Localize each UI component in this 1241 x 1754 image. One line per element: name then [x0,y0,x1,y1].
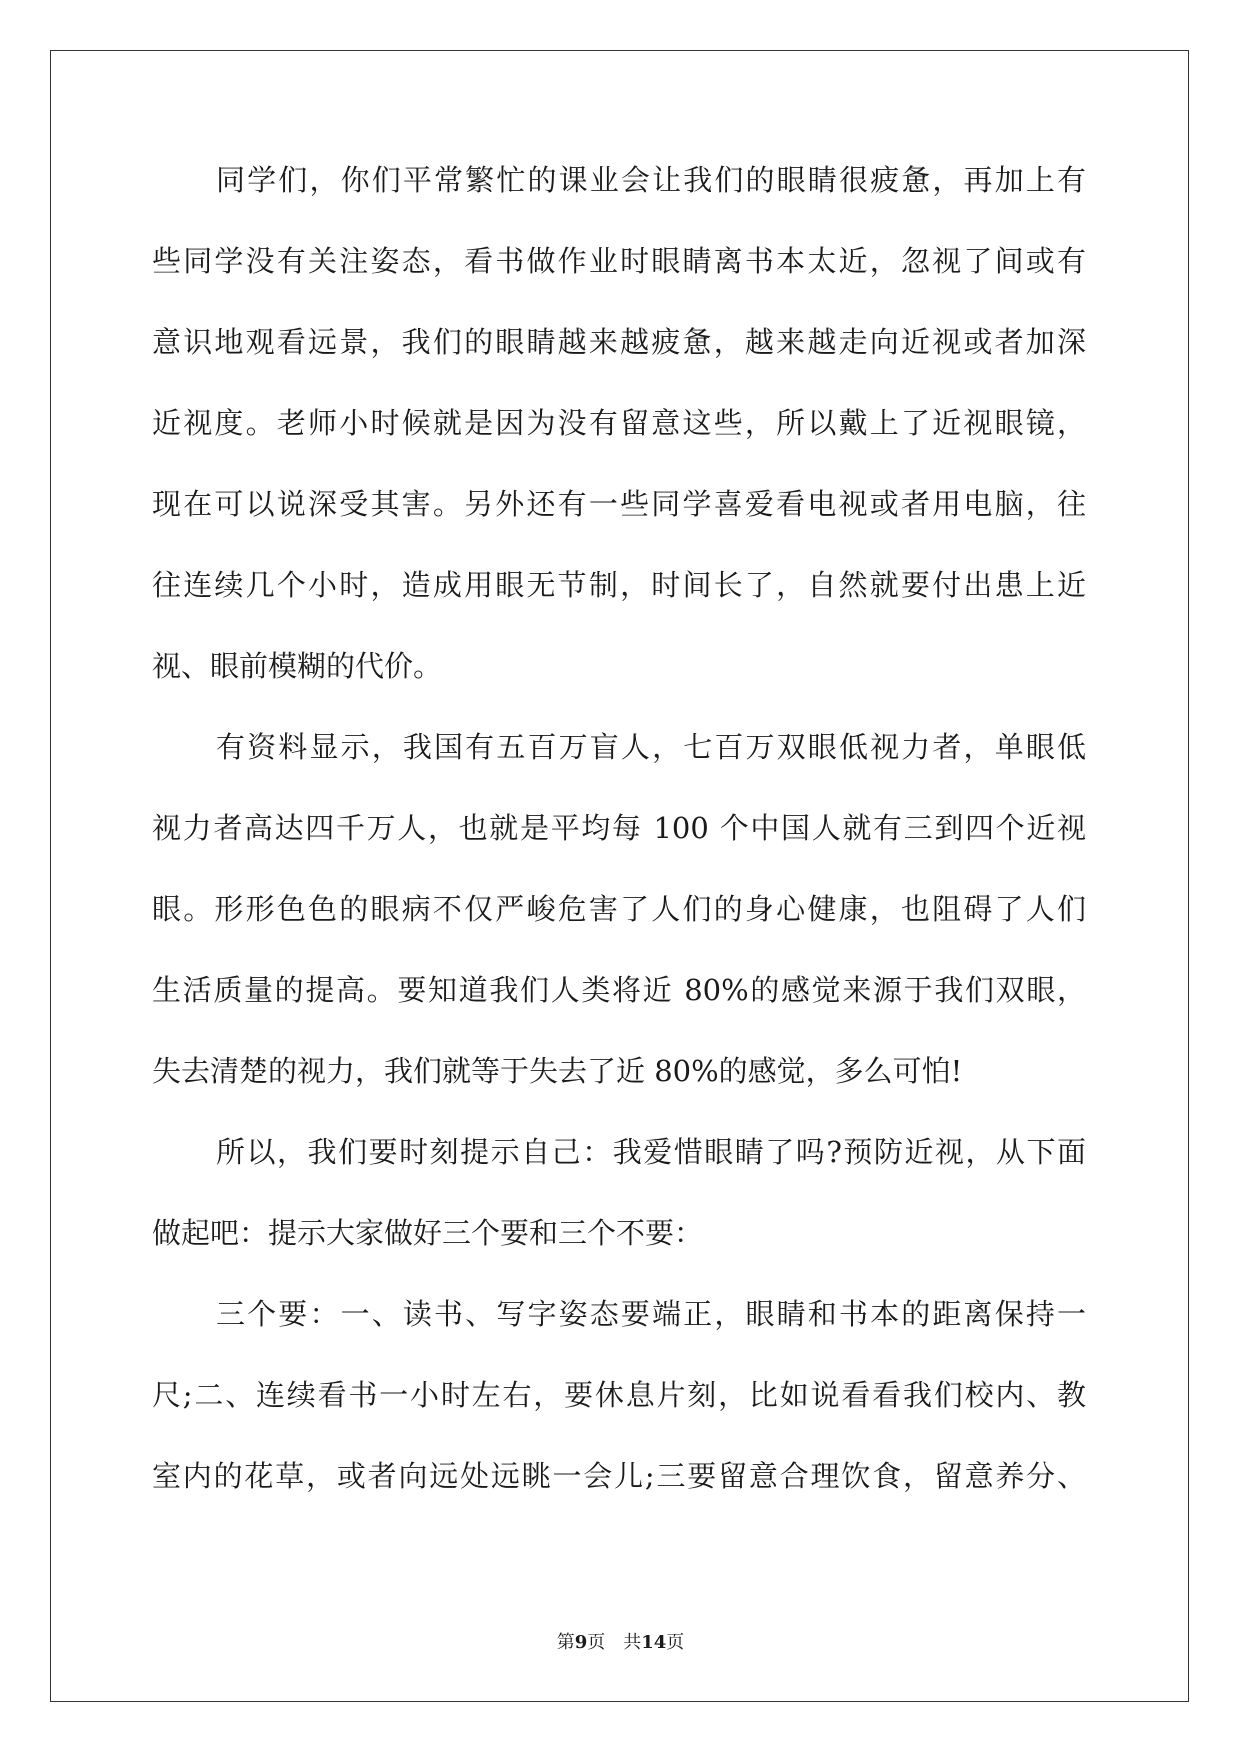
paragraph-2-line-3: 眼。形形色色的眼病不仅严峻危害了人们的身心健康，也阻碍了人们 [152,892,1086,926]
paragraph-3-line-1: 所以，我们要时刻提示自己：我爱惜眼睛了吗?预防近视，从下面 [216,1135,1086,1169]
paragraph-2-line-4: 生活质量的提高。要知道我们人类将近 80%的感觉来源于我们双眼， [152,973,1086,1007]
paragraph-4-line-1: 三个要：一、读书、写字姿态要端正，眼睛和书本的距离保持一 [216,1297,1086,1331]
paragraph-1-line-5: 现在可以说深受其害。另外还有一些同学喜爱看电视或者用电脑，往 [152,487,1086,521]
page-number: 9 [574,1632,588,1653]
paragraph-3-line-2: 做起吧：提示大家做好三个要和三个不要： [152,1216,704,1250]
total-suffix: 页 [666,1632,685,1653]
paragraph-1-line-7: 视、眼前模糊的代价。 [152,649,443,683]
paragraph-1-line-3: 意识地观看远景，我们的眼睛越来越疲惫，越来越走向近视或者加深 [152,325,1086,359]
total-prefix: 共 [623,1632,642,1653]
total-pages: 14 [641,1632,667,1653]
page-suffix: 页 [587,1632,606,1653]
paragraph-4-line-3: 室内的花草，或者向远处远眺一会儿;三要留意合理饮食，留意养分、 [152,1459,1086,1493]
page-footer [0,1628,1241,1654]
document-body [152,160,1086,1537]
paragraph-2-line-1: 有资料显示，我国有五百万盲人，七百万双眼低视力者，单眼低 [216,730,1086,764]
paragraph-1-line-4: 近视度。老师小时候就是因为没有留意这些，所以戴上了近视眼镜， [152,406,1086,440]
page-prefix: 第 [556,1632,575,1653]
paragraph-1-line-6: 往连续几个小时，造成用眼无节制，时间长了，自然就要付出患上近 [152,568,1086,602]
paragraph-1-line-2: 些同学没有关注姿态，看书做作业时眼睛离书本太近，忽视了间或有 [152,244,1086,278]
paragraph-4-line-2: 尺;二、连续看书一小时左右，要休息片刻，比如说看看我们校内、教 [152,1378,1086,1412]
paragraph-2-line-2: 视力者高达四千万人，也就是平均每 100 个中国人就有三到四个近视 [152,811,1086,845]
paragraph-2-line-5: 失去清楚的视力，我们就等于失去了近 80%的感觉，多么可怕! [152,1054,963,1088]
paragraph-1-line-1: 同学们，你们平常繁忙的课业会让我们的眼睛很疲惫，再加上有 [216,163,1086,197]
